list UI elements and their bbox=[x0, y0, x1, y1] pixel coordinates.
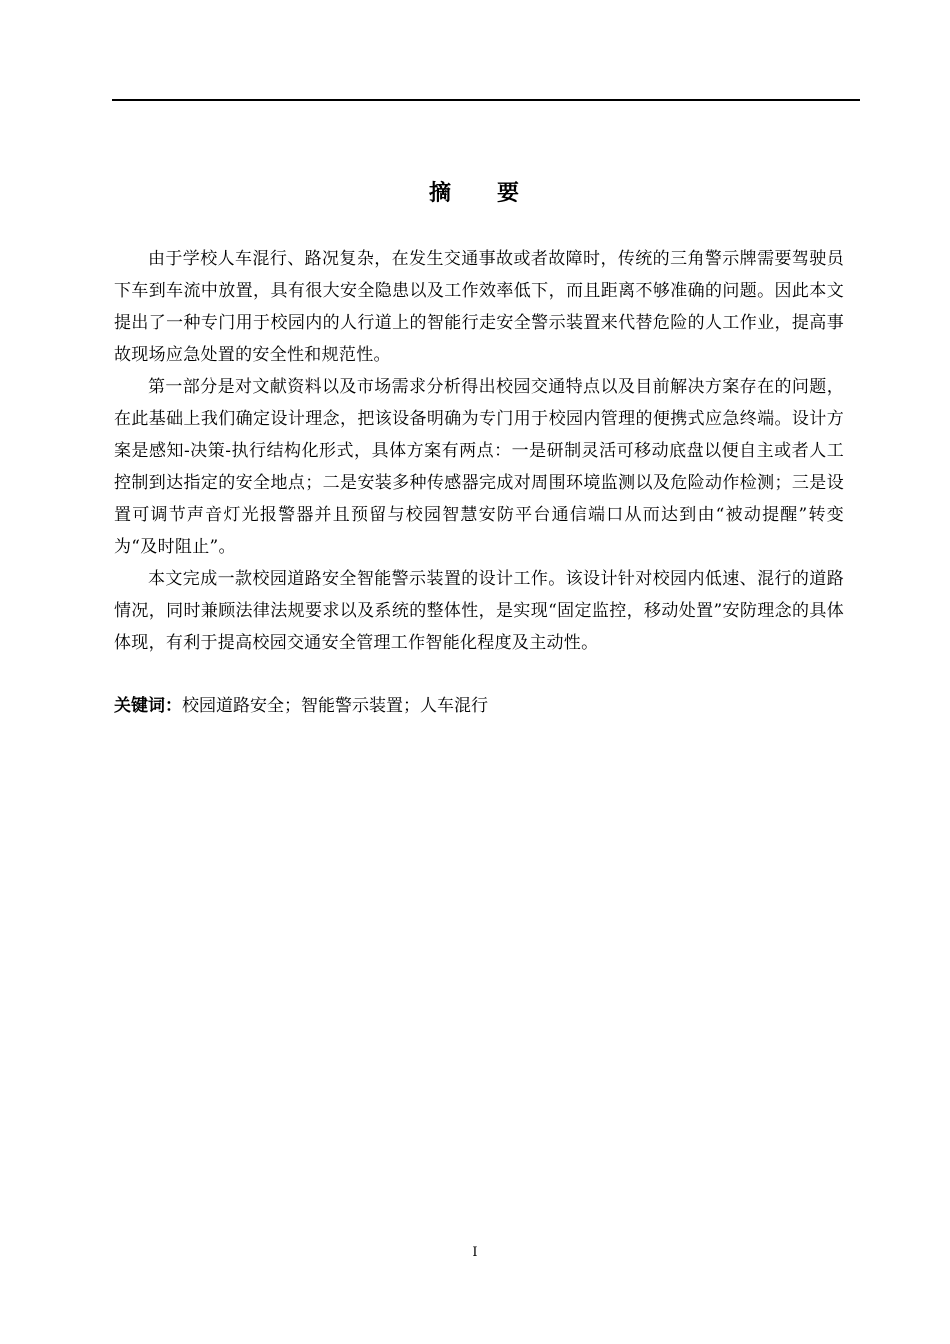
abstract-paragraph-3: 本文完成一款校园道路安全智能警示装置的设计工作。该设计针对校园内低速、混行的道路情况，同时兼顾法律法规要求以及系统的整体性，是实现“固定监控，移动处置”安防理念的具体体现，有利于提高校园交通安全管理工作智能化程度及主动性。 bbox=[114, 569, 844, 653]
abstract-title bbox=[0, 176, 950, 212]
header-rule bbox=[112, 99, 860, 101]
page-number: I bbox=[472, 1245, 478, 1260]
keywords-line bbox=[114, 690, 844, 722]
abstract-paragraph-2: 第一部分是对文献资料以及市场需求分析得出校园交通特点以及目前解决方案存在的问题，在此基础上我们确定设计理念，把该设备明确为专门用于校园内管理的便携式应急终端。设计方案是感知-决策-执行结构化形式，具体方案有两点：一是研制灵活可移动底盘以便自主或者人工控制到达指定的安全地点；二是安装多种传感器完成对周围环境监测以及危险动作检测；三是设置可调节声音灯光报警器并且预留与校园智慧安防平台通信端口从而达到由“被动提醒”转变为“及时阻止”。 bbox=[114, 377, 844, 557]
abstract-title-part1: 摘 bbox=[428, 181, 453, 206]
keywords-text: 校园道路安全；智能警示装置；人车混行 bbox=[182, 696, 488, 716]
abstract-paragraph-1: 由于学校人车混行、路况复杂，在发生交通事故或者故障时，传统的三角警示牌需要驾驶员下车到车流中放置，具有很大安全隐患以及工作效率低下，而且距离不够准确的问题。因此本文提出了一种专门用于校园内的人行道上的智能行走安全警示装置来代替危险的人工作业，提高事故现场应急处置的安全性和规范性。 bbox=[114, 249, 844, 365]
keywords-label: 关键词： bbox=[114, 696, 182, 716]
abstract-title-part2: 要 bbox=[497, 181, 522, 206]
abstract-body bbox=[114, 243, 844, 659]
